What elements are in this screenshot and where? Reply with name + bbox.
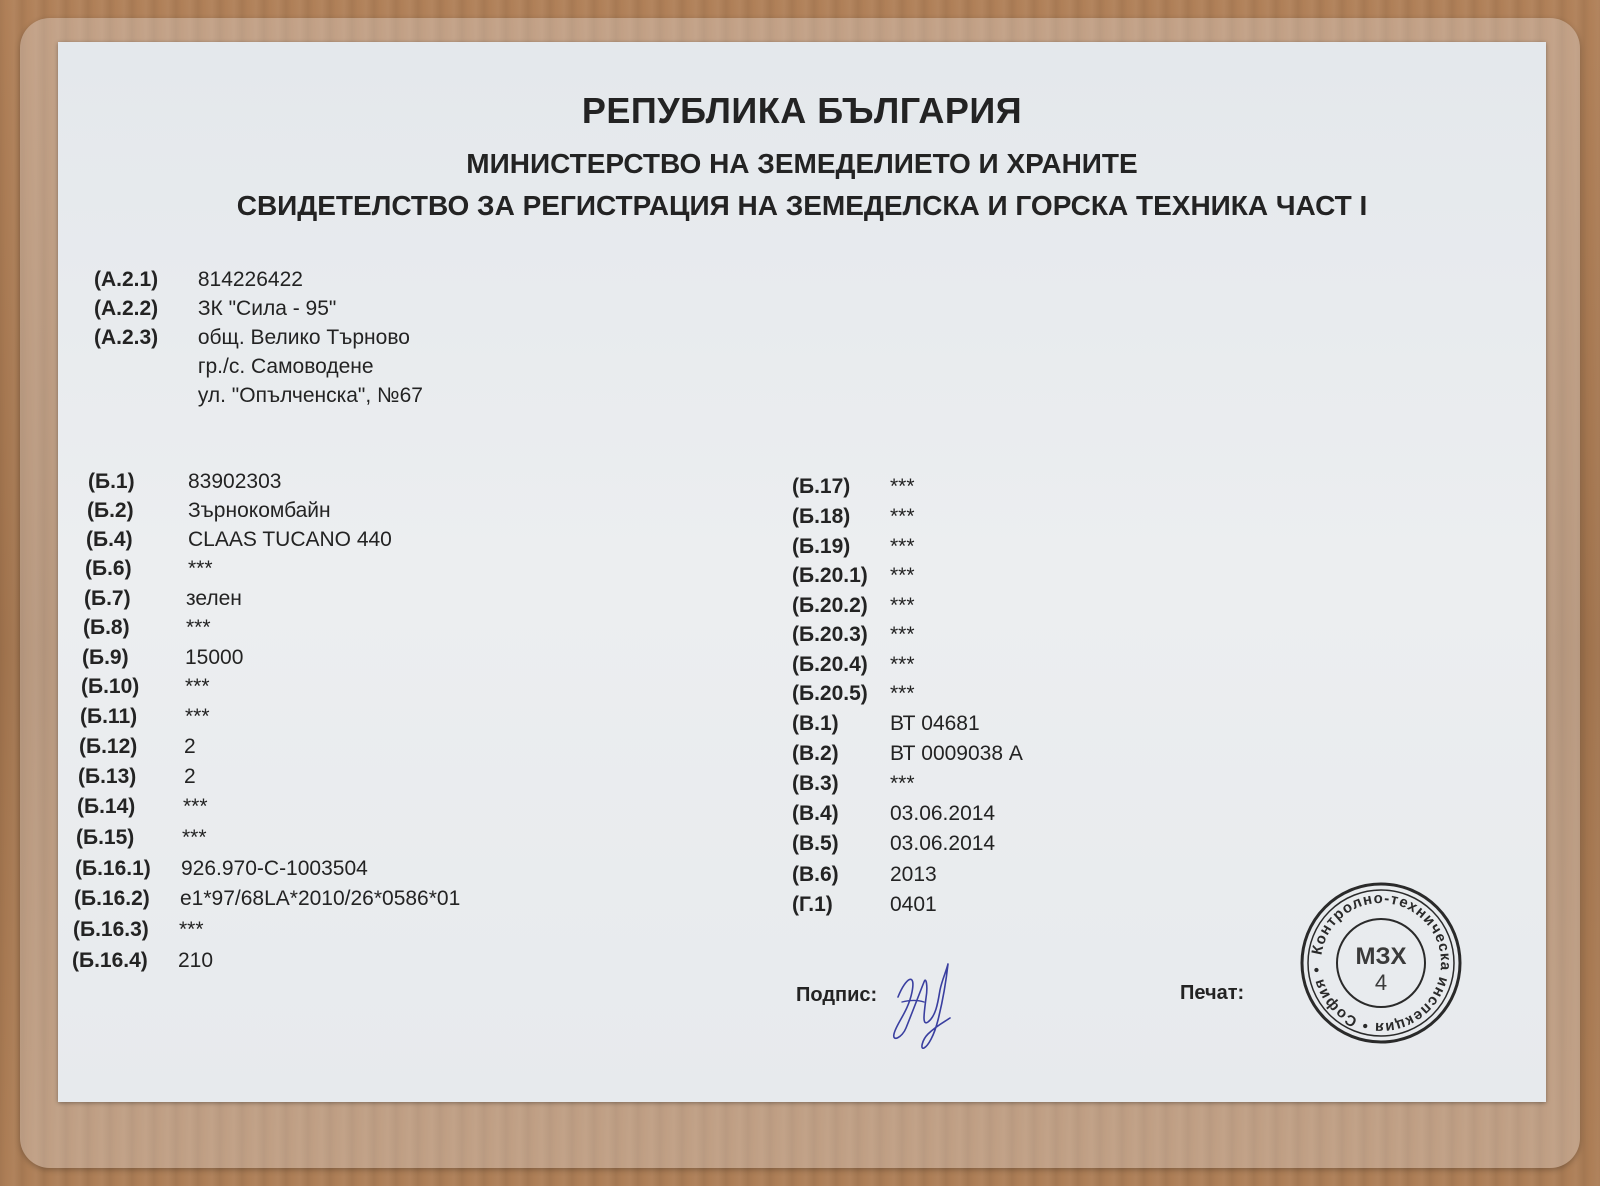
field-value: *** <box>890 623 915 646</box>
field-value: *** <box>890 564 915 587</box>
field-code: (Б.20.5) <box>792 682 868 705</box>
owner-field <box>94 297 336 321</box>
right-field <box>792 772 915 796</box>
owner-field <box>94 326 410 350</box>
field-code: (Б.7) <box>84 587 131 610</box>
field-value: ВТ 04681 <box>890 712 980 735</box>
field-value: *** <box>890 535 915 558</box>
right-field <box>792 893 937 917</box>
field-value: 926.970-C-1003504 <box>181 857 368 880</box>
left-field <box>75 857 368 881</box>
field-value: ЗК "Сила - 95" <box>197 297 337 320</box>
field-code: (Б.6) <box>85 557 132 580</box>
right-field <box>792 505 915 529</box>
country-title: РЕПУБЛИКА БЪЛГАРИЯ <box>581 90 1023 131</box>
left-field <box>76 826 207 850</box>
owner-field <box>94 268 303 292</box>
right-field <box>792 623 915 647</box>
field-code: (Б.20.3) <box>792 623 868 646</box>
field-value: *** <box>179 918 204 941</box>
field-value: 83902303 <box>188 470 282 493</box>
stamp-ring-text: Контролно-техническа инспекция • София • <box>1308 889 1455 1037</box>
field-code: (Б.2) <box>87 499 134 522</box>
field-value: 210 <box>178 949 214 972</box>
field-value: 2 <box>184 765 196 788</box>
field-code: (А.2.2) <box>94 297 159 320</box>
field-code: (Б.1) <box>88 470 135 493</box>
field-code: (Б.20.1) <box>792 564 868 587</box>
field-value: ул. "Опълченска", №67 <box>197 384 423 407</box>
field-value: 2 <box>184 735 196 758</box>
certificate-paper <box>58 42 1546 1102</box>
left-field <box>88 470 281 494</box>
left-field <box>73 918 204 942</box>
field-code: (Б.4) <box>86 528 133 551</box>
field-value: e1*97/68LA*2010/26*0586*01 <box>180 887 461 910</box>
left-field <box>81 675 210 699</box>
field-code: (Б.15) <box>76 826 135 849</box>
field-value: *** <box>890 475 915 498</box>
field-value: ВТ 0009038 А <box>890 742 1023 765</box>
owner-field <box>94 384 423 408</box>
signature-label: Подпис: <box>796 984 878 1006</box>
field-value: 15000 <box>185 646 244 669</box>
field-value: *** <box>183 795 208 818</box>
field-value: *** <box>890 653 915 676</box>
left-field <box>84 587 242 611</box>
right-field <box>792 802 995 826</box>
field-code: (В.2) <box>792 742 839 765</box>
field-code: (Г.1) <box>792 893 833 916</box>
right-field <box>792 475 915 499</box>
field-code: (Б.12) <box>79 735 138 758</box>
field-value: 03.06.2014 <box>890 832 996 855</box>
field-value: *** <box>188 557 213 580</box>
right-field <box>792 863 937 887</box>
left-field <box>72 949 213 973</box>
left-field <box>86 528 392 552</box>
right-field <box>792 712 980 736</box>
field-value: гр./с. Самоводене <box>197 355 374 378</box>
left-field <box>77 795 208 819</box>
field-code: (В.1) <box>792 712 839 735</box>
field-code: (В.5) <box>792 832 839 855</box>
field-code: (В.6) <box>792 863 839 886</box>
field-code: (Б.16.2) <box>74 887 150 910</box>
field-value: 814226422 <box>197 268 303 291</box>
field-code: (Б.9) <box>82 646 129 669</box>
left-field <box>85 557 213 581</box>
left-field <box>82 646 243 670</box>
right-field <box>792 564 915 588</box>
stamp-center-line2: 4 <box>1374 970 1388 995</box>
field-value: 03.06.2014 <box>890 802 996 825</box>
field-code: (В.3) <box>792 772 839 795</box>
field-value: общ. Велико Търново <box>197 326 410 349</box>
field-value: 2013 <box>890 863 937 886</box>
field-code: (Б.16.3) <box>73 918 149 941</box>
field-value: Зърнокомбайн <box>188 499 331 522</box>
field-code: (В.4) <box>792 802 839 825</box>
left-field <box>80 705 210 729</box>
field-code: (Б.16.1) <box>75 857 151 880</box>
right-field <box>792 594 915 618</box>
field-code: (Б.10) <box>81 675 140 698</box>
left-field <box>83 616 211 640</box>
signature-image <box>876 942 956 1052</box>
field-code: (Б.11) <box>80 705 138 728</box>
field-code: (Б.16.4) <box>72 949 148 972</box>
stamp-center-line1: МЗХ <box>1355 943 1407 970</box>
stamp-label: Печат: <box>1180 982 1245 1004</box>
field-code: (Б.20.4) <box>792 653 868 676</box>
left-field <box>87 499 331 523</box>
official-stamp <box>1298 880 1464 1046</box>
left-field <box>78 765 196 789</box>
field-value: *** <box>185 705 210 728</box>
field-code: (Б.18) <box>792 505 851 528</box>
field-code: (Б.20.2) <box>792 594 868 617</box>
field-code: (Б.19) <box>792 535 851 558</box>
right-field <box>792 832 995 856</box>
left-field <box>79 735 196 759</box>
field-code: (Б.14) <box>77 795 136 818</box>
field-value: *** <box>890 594 915 617</box>
field-code: (Б.17) <box>792 475 851 498</box>
field-code: (А.2.3) <box>94 326 159 349</box>
owner-field <box>94 355 374 379</box>
field-value: *** <box>890 505 915 528</box>
right-field <box>792 535 915 559</box>
field-value: *** <box>890 772 915 795</box>
field-value: 0401 <box>890 893 937 916</box>
field-value: *** <box>890 682 915 705</box>
field-value: зелен <box>186 587 242 610</box>
field-value: CLAAS TUCANO 440 <box>188 528 392 551</box>
field-value: *** <box>182 826 207 849</box>
field-value: *** <box>185 675 210 698</box>
right-field <box>792 682 915 706</box>
document-title: СВИДЕТЕЛСТВО ЗА РЕГИСТРАЦИЯ НА ЗЕМЕДЕЛСКА И ГОРСКА ТЕХНИКА ЧАСТ I <box>236 190 1368 221</box>
ministry-title: МИНИСТЕРСТВО НА ЗЕМЕДЕЛИЕТО И ХРАНИТЕ <box>466 148 1138 179</box>
field-value: *** <box>186 616 211 639</box>
left-field <box>74 887 460 911</box>
field-code: (Б.8) <box>83 616 130 639</box>
field-code: (Б.13) <box>78 765 137 788</box>
right-field <box>792 742 1023 766</box>
right-field <box>792 653 915 677</box>
field-code: (А.2.1) <box>94 268 159 291</box>
